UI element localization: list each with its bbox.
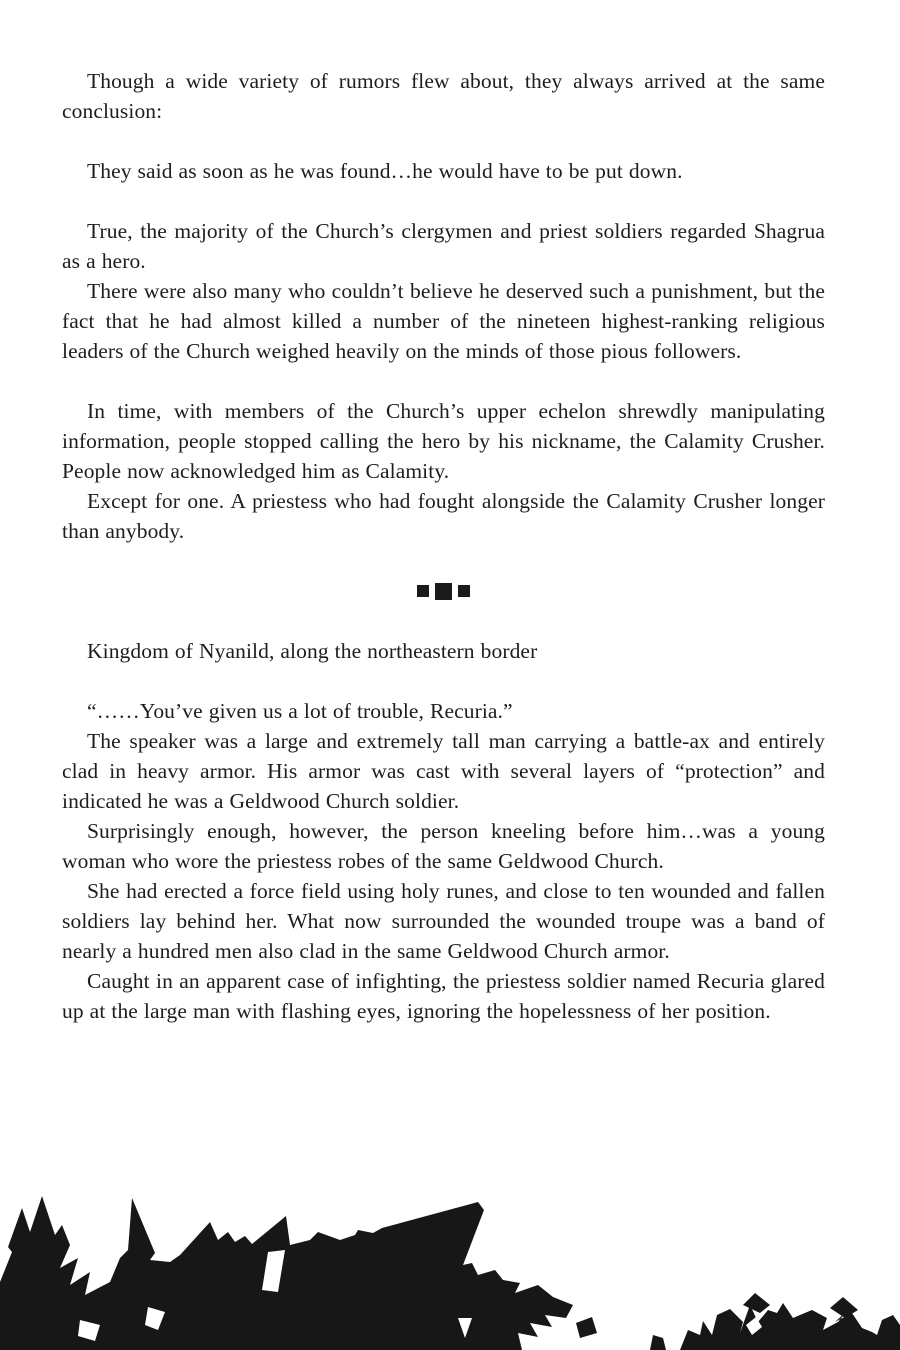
paragraph: There were also many who couldn’t believe he deserved such a punishment, but the fact that he had almost killed a number of the nineteen highest-ranking religious leaders of the Church weighed heavily on the minds of those pious followers. (62, 279, 825, 363)
separator-square-large-icon (435, 583, 452, 600)
paragraph: Caught in an apparent case of infighting, the priestess soldier named Recuria glared up at the large man with flashing eyes, ignoring the hopelessness of her position. (62, 969, 825, 1023)
debris-right-cluster (650, 1293, 900, 1350)
body-text (62, 66, 825, 1026)
scene-break-separator (62, 576, 825, 606)
separator-square-small-right-icon (458, 585, 470, 597)
paragraph: The speaker was a large and extremely tall man carrying a battle-ax and entirely clad in heavy armor. His armor was cast with several layers of “protection” and indicated he was a Geldwood Church soldier. (62, 729, 825, 813)
paragraph: True, the majority of the Church’s clergymen and priest soldiers regarded Shagrua as a hero. (62, 219, 825, 273)
paragraph: Though a wide variety of rumors flew about, they always arrived at the same conclusion: (62, 69, 825, 123)
separator-square-small-left-icon (417, 585, 429, 597)
debris-illustration (0, 1185, 900, 1350)
paragraph: They said as soon as he was found…he would have to be put down. (87, 159, 683, 183)
paragraph: She had erected a force field using holy runes, and close to ten wounded and fallen soldiers lay behind her. What now surrounded the wounded troupe was a band of nearly a hundred men also clad in the same Geldwood Church armor. (62, 879, 825, 963)
paragraph: Surprisingly enough, however, the person kneeling before him…was a young woman who wore the priestess robes of the same Geldwood Church. (62, 819, 825, 873)
paragraph-dialogue: “……You’ve given us a lot of trouble, Recuria.” (87, 699, 513, 723)
paragraph: Except for one. A priestess who had fought alongside the Calamity Crusher longer than anybody. (62, 489, 825, 543)
paragraph-scene-heading: Kingdom of Nyanild, along the northeastern border (87, 639, 538, 663)
paragraph: In time, with members of the Church’s upper echelon shrewdly manipulating information, people stopped calling the hero by his nickname, the Calamity Crusher. People now acknowledged him as Calamity. (62, 399, 825, 483)
